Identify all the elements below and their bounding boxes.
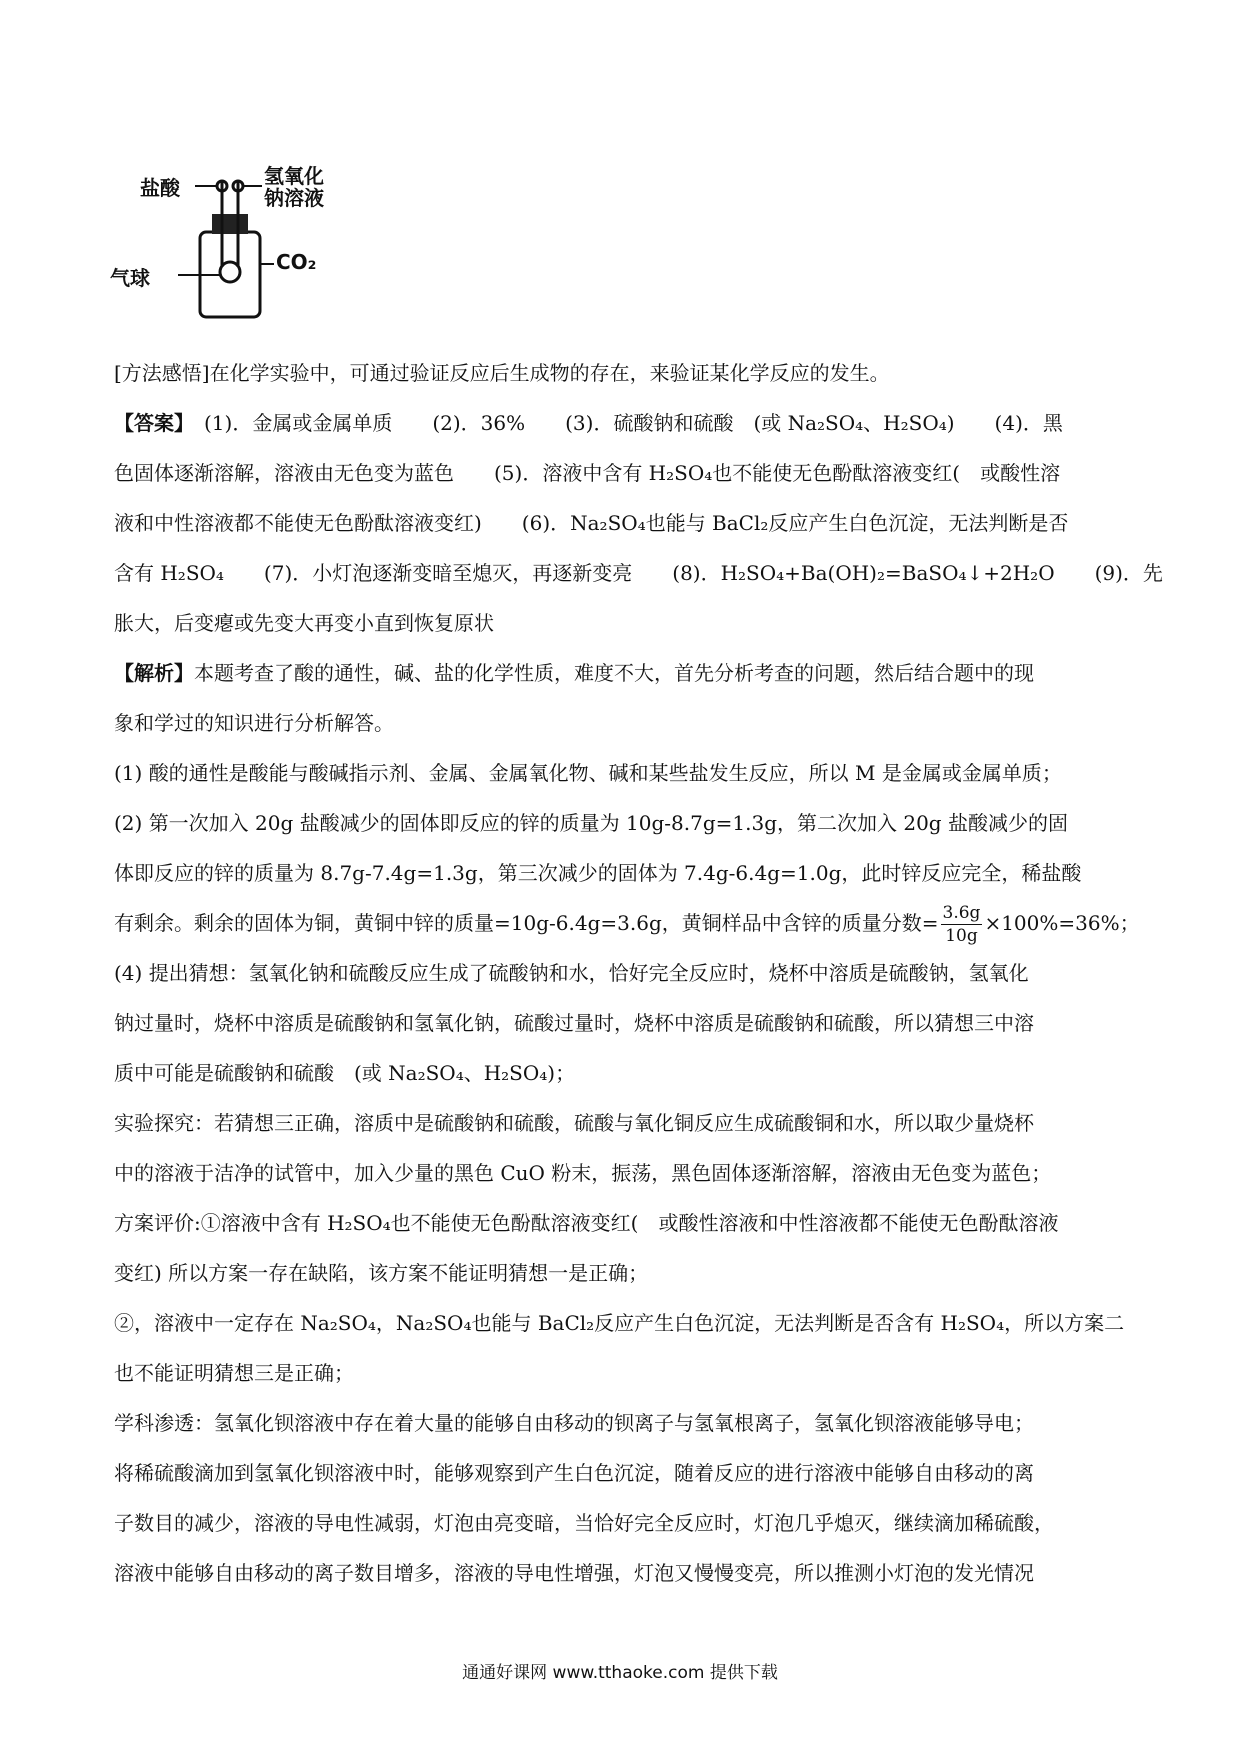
subject-line-4: 溶液中能够自由移动的离子数目增多，溶液的导电性增强，灯泡又慢慢变亮，所以推测小灯泡的发光情况 bbox=[114, 1561, 1034, 1585]
analysis-part-4-line-2: 钠过量时，烧杯中溶质是硫酸钠和氢氧化钠，硫酸过量时，烧杯中溶质是硫酸钠和硫酸，所以猜想三中溶 bbox=[114, 1011, 1034, 1035]
analysis-part-1: (1) 酸的通性是酸能与酸碱指示剂、金属、金属氧化物、碱和某些盐发生反应，所以 M 是金属或金属单质； bbox=[114, 761, 1062, 785]
answer-text-1: (1)．金属或金属单质 (2)．36% (3)．硫酸钠和硫酸 (或 Na₂SO₄、H₂SO₄) (4)．黑 bbox=[204, 411, 1063, 435]
fraction-denominator: 10g bbox=[945, 926, 978, 946]
answer-line-5: 胀大，后变瘪或先变大再变小直到恢复原状 bbox=[114, 611, 494, 635]
analysis-part-4-line-3: 质中可能是硫酸钠和硫酸 (或 Na₂SO₄、H₂SO₄)； bbox=[114, 1061, 576, 1085]
experiment-line-2: 中的溶液于洁净的试管中，加入少量的黑色 CuO 粉末，振荡，黑色固体逐渐溶解，溶液由无色变为蓝色； bbox=[114, 1161, 1052, 1185]
analysis-text-1: 本题考查了酸的通性，碱、盐的化学性质，难度不大，首先分析考查的问题，然后结合题中的现 bbox=[194, 661, 1034, 685]
analysis-label: 【解析】 bbox=[114, 661, 194, 685]
document-body bbox=[114, 348, 1163, 1598]
subject-line-3: 子数目的减少，溶液的导电性减弱，灯泡由亮变暗，当恰好完全反应时，灯泡几乎熄灭，继续滴加稀硫酸， bbox=[114, 1511, 1054, 1535]
analysis-line-1 bbox=[114, 648, 1134, 698]
answer-line-4: 含有 H₂SO₄ (7)．小灯泡逐渐变暗至熄灭，再逐新变亮 (8)．H₂SO₄+Ba(OH)₂=BaSO₄↓+2H₂O (9)．先 bbox=[114, 561, 1163, 585]
analysis-part-4-line-1: (4) 提出猜想：氢氧化钠和硫酸反应生成了硫酸钠和水，恰好完全反应时，烧杯中溶质是硫酸钠，氢氧化 bbox=[114, 961, 1029, 985]
answer-line-2: 色固体逐渐溶解，溶液由无色变为蓝色 (5)．溶液中含有 H₂SO₄也不能使无色酚酞溶液变红( 或酸性溶 bbox=[114, 461, 1061, 485]
answer-label: 【答案】 bbox=[114, 411, 184, 435]
subject-line-1: 学科渗透：氢氧化钡溶液中存在着大量的能够自由移动的钡离子与氢氧根离子，氢氧化钡溶液能够导电； bbox=[114, 1411, 1034, 1435]
fraction-numerator: 3.6g bbox=[942, 903, 981, 923]
label-hydrochloric-acid: 盐酸 bbox=[140, 176, 180, 200]
evaluation-line-4: 也不能证明猜想三是正确； bbox=[114, 1361, 354, 1385]
label-co2: CO₂ bbox=[276, 250, 317, 274]
evaluation-line-1: 方案评价:①溶液中含有 H₂SO₄也不能使无色酚酞溶液变红( 或酸性溶液和中性溶液都不能使无色酚酞溶液 bbox=[114, 1211, 1059, 1235]
analysis-part-2-result: ×100%=36%； bbox=[984, 911, 1140, 935]
evaluation-line-3: ②，溶液中一定存在 Na₂SO₄，Na₂SO₄也能与 BaCl₂反应产生白色沉淀，无法判断是否含有 H₂SO₄，所以方案二 bbox=[114, 1311, 1125, 1335]
answer-line-3: 液和中性溶液都不能使无色酚酞溶液变红) (6)．Na₂SO₄也能与 BaCl₂反应产生白色沉淀，无法判断是否 bbox=[114, 511, 1069, 535]
subject-line-2: 将稀硫酸滴加到氢氧化钡溶液中时，能够观察到产生白色沉淀，随着反应的进行溶液中能够自由移动的离 bbox=[114, 1461, 1034, 1485]
analysis-part-2-line-2: 体即反应的锌的质量为 8.7g-7.4g=1.3g，第三次减少的固体为 7.4g-6.4g=1.0g，此时锌反应完全，稀盐酸 bbox=[114, 861, 1082, 885]
analysis-part-2-line-1: (2) 第一次加入 20g 盐酸减少的固体即反应的锌的质量为 10g-8.7g=1.3g，第二次加入 20g 盐酸减少的固 bbox=[114, 811, 1068, 835]
label-naoh-line2: 钠溶液 bbox=[264, 186, 324, 210]
analysis-part-2-text: 有剩余。剩余的固体为铜，黄铜中锌的质量=10g-6.4g=3.6g，黄铜样品中含锌的质量分数= bbox=[114, 911, 939, 935]
apparatus-figure bbox=[110, 164, 340, 332]
answer-line-1 bbox=[114, 398, 1134, 448]
zinc-fraction bbox=[941, 902, 983, 947]
page-footer: 通通好课网 www.tthaoke.com 提供下载 bbox=[462, 1663, 778, 1683]
label-naoh-line1: 氢氧化 bbox=[264, 164, 324, 188]
label-balloon: 气球 bbox=[110, 266, 150, 290]
experiment-line-1: 实验探究：若猜想三正确，溶质中是硫酸钠和硫酸，硫酸与氧化铜反应生成硫酸铜和水，所以取少量烧杯 bbox=[114, 1111, 1034, 1135]
evaluation-line-2: 变红) 所以方案一存在缺陷，该方案不能证明猜想一是正确； bbox=[114, 1261, 649, 1285]
method-insight: [方法感悟]在化学实验中，可通过验证反应后生成物的存在，来验证某化学反应的发生。 bbox=[114, 361, 890, 385]
analysis-part-2-line-3 bbox=[114, 898, 1140, 948]
analysis-line-2: 象和学过的知识进行分析解答。 bbox=[114, 711, 394, 735]
